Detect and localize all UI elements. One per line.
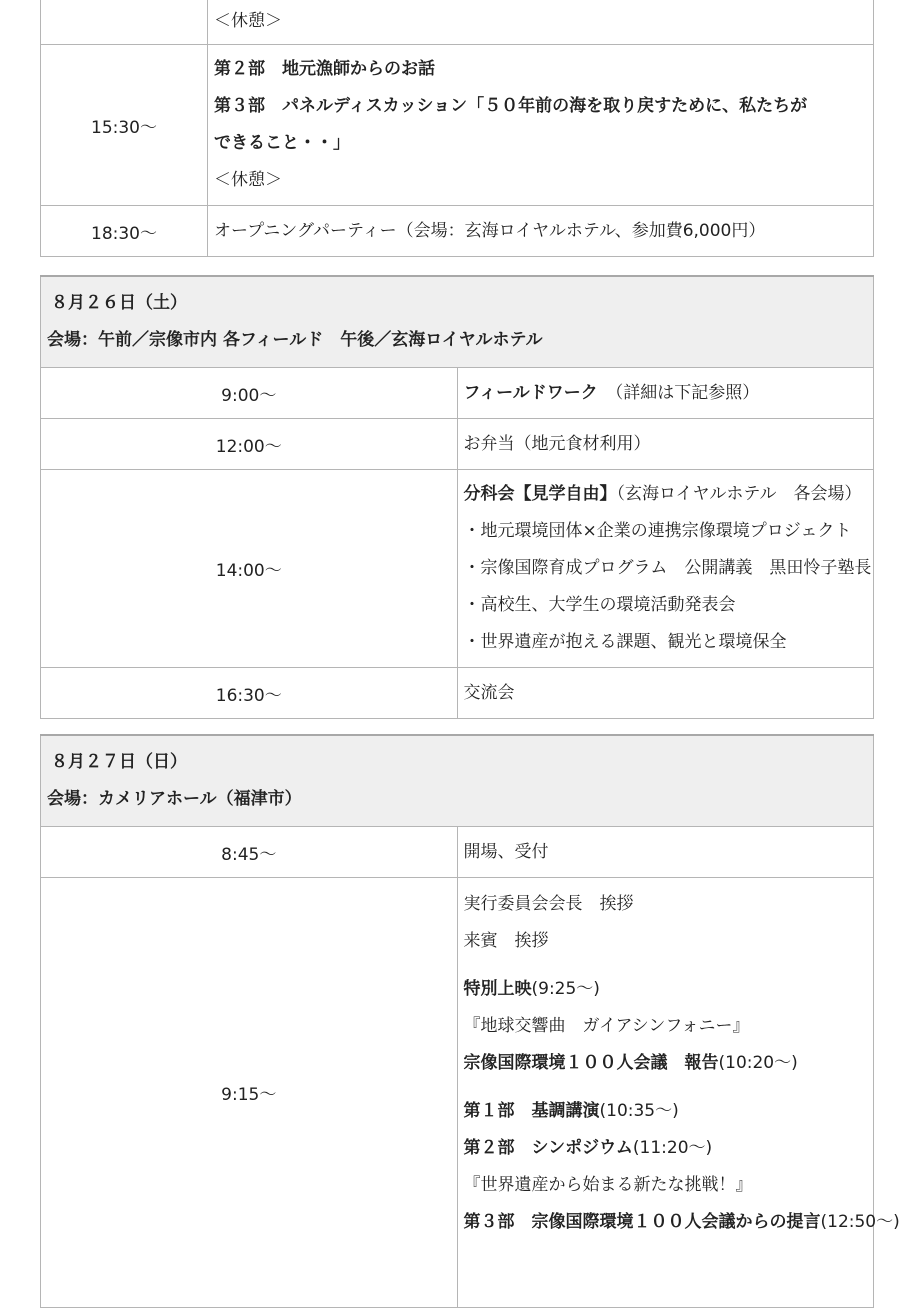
content-cell	[457, 419, 874, 470]
opening-text: 開場、受付	[463, 841, 549, 862]
program-part3: 第３部 パネルディスカッション「５０年前の海を取り戻すために、私たちが	[214, 96, 808, 116]
program-part2: 第２部 地元漁師からのお話	[214, 59, 435, 79]
day-header	[41, 735, 874, 827]
content-cell	[208, 45, 874, 206]
day-date: ８月２６日（土）	[51, 293, 187, 313]
time-cell: 12:00〜	[41, 419, 458, 470]
day-venue: 会場：カメリアホール（福津市）	[47, 789, 302, 809]
report-time: (10:20〜)	[718, 1053, 798, 1073]
break-label: ＜休憩＞	[214, 170, 282, 190]
screening-time: (9:25〜)	[531, 979, 600, 999]
time-cell: 8:45〜	[41, 827, 458, 878]
table-row	[41, 470, 874, 668]
schedule-table-day3	[40, 734, 900, 1308]
report-title: 宗像国際環境１００人会議 報告	[463, 1053, 719, 1073]
fieldwork-note: （詳細は下記参照）	[597, 382, 760, 403]
day-header-cell	[41, 276, 874, 368]
proposal-time: (12:50〜)	[820, 1212, 900, 1232]
content-cell	[457, 668, 874, 719]
content-cell	[457, 878, 900, 1308]
time-cell: 15:30〜	[41, 45, 208, 206]
content-cell	[457, 368, 874, 419]
time-cell: 14:00〜	[41, 470, 458, 668]
content-cell	[208, 206, 874, 257]
table-row	[41, 45, 874, 206]
symposium-title: 第２部 シンポジウム	[463, 1138, 633, 1158]
table-row	[41, 878, 874, 1308]
keynote-title: 第１部 基調講演	[463, 1101, 600, 1121]
day-date: ８月２７日（日）	[51, 752, 187, 772]
greeting-guest: 来賓 挨拶	[463, 931, 549, 951]
screening-title: 特別上映	[463, 979, 532, 999]
day-header	[41, 276, 874, 368]
day-header-cell	[41, 735, 874, 827]
table-row	[41, 668, 874, 719]
table-row	[41, 206, 874, 257]
list-item: ・高校生、大学生の環境活動発表会	[463, 595, 736, 615]
list-item: ・宗像国際育成プログラム 公開講義 黒田怜子塾長	[463, 558, 872, 578]
time-cell	[41, 0, 208, 45]
time-cell: 18:30〜	[41, 206, 208, 257]
greeting-chair: 実行委員会会長 挨拶	[463, 894, 634, 914]
day-venue: 会場：午前／宗像市内 各フィールド 午後／玄海ロイヤルホテル	[47, 330, 543, 350]
content-cell	[457, 470, 874, 668]
networking-text: 交流会	[463, 682, 515, 703]
keynote-time: (10:35〜)	[599, 1101, 679, 1121]
table-row	[41, 368, 874, 419]
list-item: ・世界遺産が抱える課題、観光と環境保全	[463, 632, 787, 652]
time-cell: 9:00〜	[41, 368, 458, 419]
time-cell: 16:30〜	[41, 668, 458, 719]
symposium-theme: 『世界遺産から始まる新たな挑戦！』	[463, 1175, 753, 1195]
party-text: オープニングパーティー（会場：玄海ロイヤルホテル、参加費6,000円）	[214, 220, 766, 241]
session-title: 分科会【見学自由】	[463, 484, 617, 504]
list-item: ・地元環境団体×企業の連携宗像環境プロジェクト	[463, 521, 852, 541]
film-title: 『地球交響曲 ガイアシンフォニー』	[463, 1016, 750, 1036]
content-cell	[208, 0, 874, 45]
time-cell: 9:15〜	[41, 878, 458, 1308]
table-row	[41, 0, 874, 45]
schedule-table-day1	[40, 0, 874, 257]
table-row	[41, 419, 874, 470]
lunch-text: お弁当（地元食材利用）	[463, 433, 651, 454]
symposium-time: (11:20〜)	[632, 1138, 713, 1158]
fieldwork-title: フィールドワーク	[463, 382, 598, 403]
table-row	[41, 827, 874, 878]
break-label: ＜休憩＞	[214, 11, 282, 31]
program-part3-cont: できること・・」	[214, 133, 350, 153]
proposal-title: 第３部 宗像国際環境１００人会議からの提言	[463, 1212, 821, 1232]
content-cell	[457, 827, 874, 878]
session-venue: （玄海ロイヤルホテル 各会場）	[616, 484, 862, 504]
schedule-table-day2	[40, 275, 874, 719]
